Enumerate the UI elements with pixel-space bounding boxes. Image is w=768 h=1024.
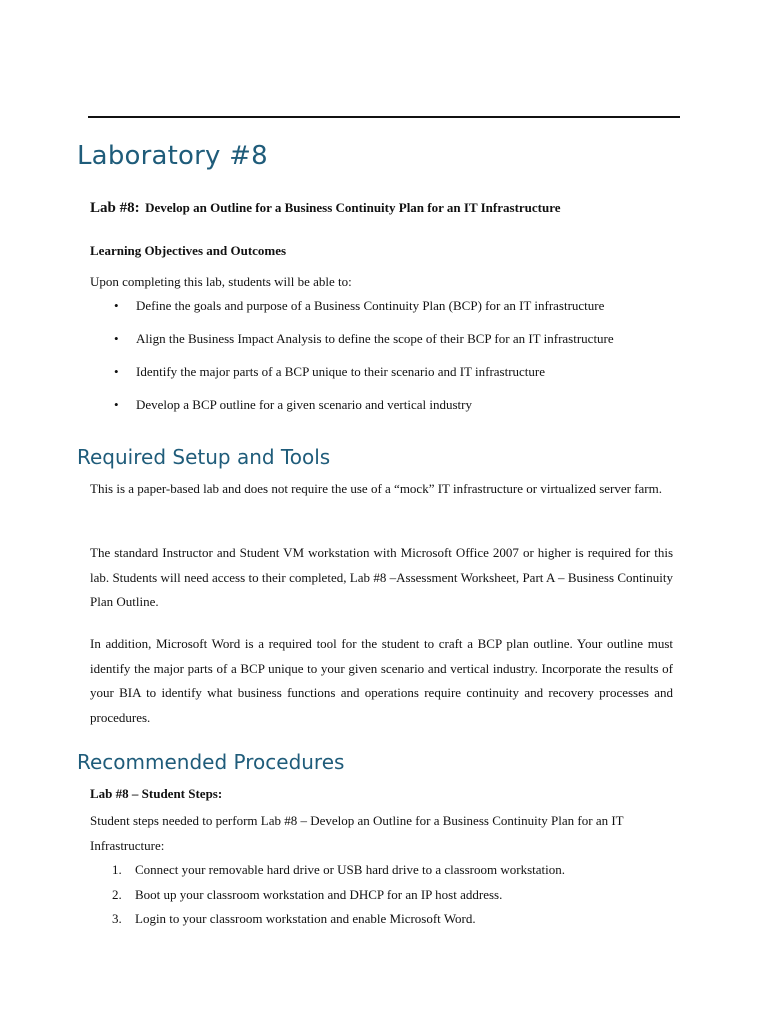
bullet-icon: • xyxy=(114,364,119,379)
list-item xyxy=(90,395,673,428)
steps-list xyxy=(90,858,673,932)
objective-text: Develop a BCP outline for a given scenario and vertical industry xyxy=(136,397,472,412)
lab-heading xyxy=(90,200,561,217)
procedures-heading: Recommended Procedures xyxy=(77,750,345,774)
bullet-icon: • xyxy=(114,397,119,412)
setup-heading: Required Setup and Tools xyxy=(77,445,331,469)
setup-paragraph-1: This is a paper-based lab and does not require the use of a “mock” IT infrastructure or virtualized server farm. xyxy=(90,481,662,496)
list-item xyxy=(90,883,673,908)
step-text: Login to your classroom workstation and enable Microsoft Word. xyxy=(135,911,476,926)
list-item xyxy=(90,329,673,362)
step-number: 3. xyxy=(112,911,122,926)
page-title: Laboratory #8 xyxy=(77,141,268,171)
list-item xyxy=(90,362,673,395)
objective-text: Define the goals and purpose of a Business Continuity Plan (BCP) for an IT infrastructure xyxy=(136,298,605,313)
objectives-intro: Upon completing this lab, students will be able to: xyxy=(90,274,352,289)
objectives-heading: Learning Objectives and Outcomes xyxy=(90,243,287,258)
lab-number: Lab #8: xyxy=(90,200,140,216)
student-steps-heading: Lab #8 – Student Steps: xyxy=(90,786,223,801)
bullet-icon: • xyxy=(114,298,119,313)
lab-name: Develop an Outline for a Business Continuity Plan for an IT Infrastructure xyxy=(145,200,561,215)
objective-text: Identify the major parts of a BCP unique to their scenario and IT infrastructure xyxy=(136,364,546,379)
student-steps-intro: Student steps needed to perform Lab #8 – Develop an Outline for a Business Continuity Plan for an IT Infrastructure: xyxy=(90,813,624,853)
bullet-icon: • xyxy=(114,331,119,346)
setup-paragraph-3: In addition, Microsoft Word is a required tool for the student to craft a BCP plan outline. Your outline must identify the major parts of a BCP unique to your given scenario and vertical industry. Incorporate the results of your BIA to identify what business functions and operations require continuity and recovery processes and procedures. xyxy=(90,636,673,725)
list-item xyxy=(90,907,673,932)
step-number: 1. xyxy=(112,862,122,877)
header-rule xyxy=(88,116,680,118)
list-item xyxy=(90,296,673,329)
step-text: Boot up your classroom workstation and DHCP for an IP host address. xyxy=(135,886,503,902)
step-number: 2. xyxy=(112,886,122,902)
list-item xyxy=(90,858,673,883)
step-text: Connect your removable hard drive or USB hard drive to a classroom workstation. xyxy=(135,862,565,877)
objectives-list xyxy=(90,296,673,428)
setup-paragraph-2: The standard Instructor and Student VM workstation with Microsoft Office 2007 or higher is required for this lab. Students will need access to their completed, Lab #8 –Assessment Worksheet, Part A – Business Continuity Plan Outline. xyxy=(90,545,673,609)
objective-text: Align the Business Impact Analysis to define the scope of their BCP for an IT infrastructure xyxy=(136,331,614,346)
